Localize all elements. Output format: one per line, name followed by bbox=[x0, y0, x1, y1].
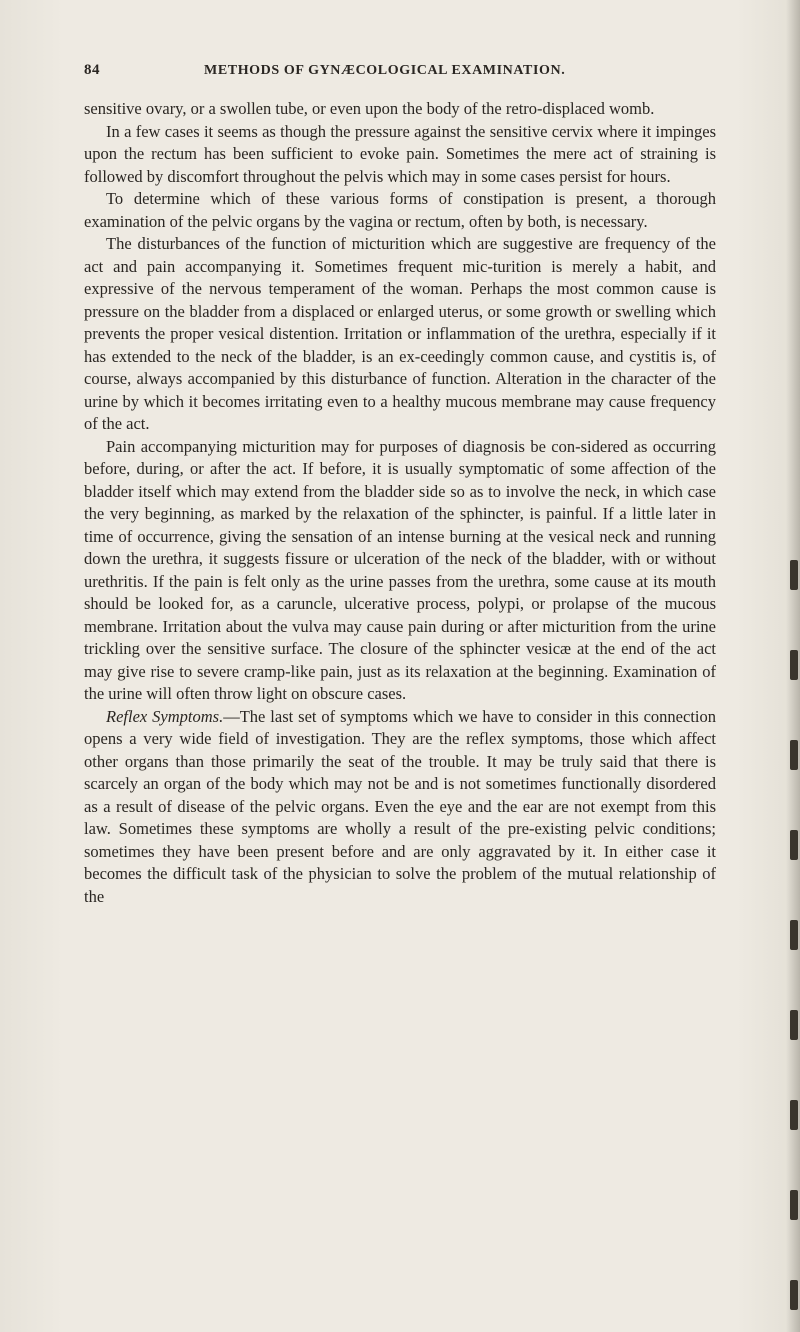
page-number: 84 bbox=[84, 62, 100, 78]
body-text bbox=[84, 98, 716, 908]
reflex-symptoms-text: —The last set of symptoms which we have to consider in this connection opens a very wide field of investigation. They are the reflex symptoms, those which affect other organs than those primarily the seat of the trouble. It may be truly said that there is scarcely an organ of the body which may not be and is not sometimes functionally disordered as a result of disease of the pelvic organs. Even the eye and the ear are not exempt from this law. Sometimes these symptoms are wholly a result of the pre-existing pelvic conditions; sometimes they have been present before and are only aggravated by it. In either case it becomes the difficult task of the physician to solve the problem of the mutual relationship of the bbox=[84, 706, 716, 906]
paragraph-micturition-disturbances: The disturbances of the function of micturition which are suggestive are frequency of the act and pain accompanying it. Sometimes frequent mic-turition is merely a habit, and expressive of the nervous temperament of the woman. Perhaps the most common cause is pressure on the bladder from a displaced or enlarged uterus, or some growth or swelling which prevents the proper vesical distention. Irritation or inflammation of the urethra, especially if it has extended to the neck of the bladder, is an ex-ceedingly common cause, and cystitis is, of course, always accompanied by this disturbance of function. Alteration in the character of the urine by which it becomes irritating even to a healthy mucous membrane may cause frequency of the act. bbox=[84, 234, 716, 433]
binding-marks bbox=[788, 560, 798, 1332]
paragraph-reflex-symptoms bbox=[84, 706, 716, 909]
paragraph-constipation-exam: To determine which of these various forms of constipation is present, a thorough examination of the pelvic organs by the vagina or rectum, often by both, is necessary. bbox=[84, 189, 716, 231]
paragraph-continuation: sensitive ovary, or a swollen tube, or even upon the body of the retro-displaced womb. bbox=[84, 99, 655, 118]
reflex-symptoms-heading: Reflex Symptoms. bbox=[106, 706, 224, 726]
running-head: METHODS OF GYNÆCOLOGICAL EXAMINATION. bbox=[204, 63, 566, 78]
paragraph-micturition-pain: Pain accompanying micturition may for purposes of diagnosis be con-sidered as occurring before, during, or after the act. If before, it is usually symptomatic of some affection of the bladder itself which may extend from the bladder side so as to involve the neck, in which case the very beginning, as marked by the relaxation of the sphincter, is painful. If a little later in time of occurrence, giving the sensation of an intense burning at the vesical neck and running down the urethra, it suggests fissure or ulceration of the neck of the bladder, with or without urethritis. If the pain is felt only as the urine passes from the urethra, some cause at its mouth should be looked for, as a caruncle, ulcerative process, polypi, or prolapse of the mucous membrane. Irritation about the vulva may cause pain during or after micturition from the urine trickling over the sensitive surface. The closure of the sphincter vesicæ at the end of the act may give rise to severe cramp-like pain, just as its relaxation at the beginning. Examination of the urine will often throw light on obscure cases. bbox=[84, 436, 716, 703]
paragraph-cervix-pressure: In a few cases it seems as though the pressure against the sensitive cervix where it impinges upon the rectum has been sufficient to evoke pain. Sometimes the mere act of straining is followed by discomfort throughout the pelvis which may in some cases persist for hours. bbox=[84, 121, 716, 186]
page-header bbox=[84, 62, 714, 82]
